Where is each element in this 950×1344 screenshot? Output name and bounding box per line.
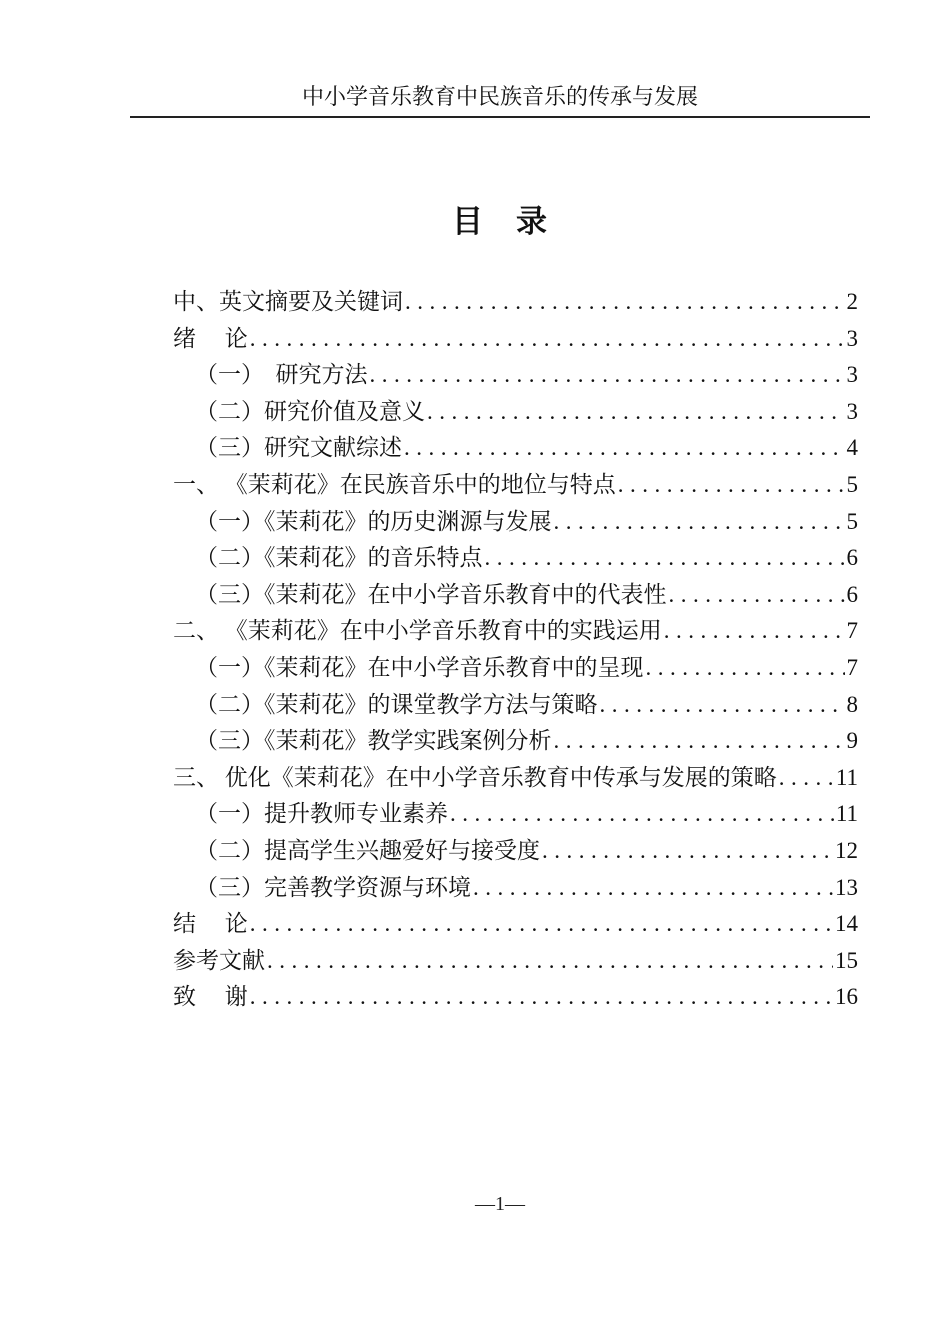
toc-entry-label: （一）《茉莉花》的历史渊源与发展 [195, 508, 552, 534]
toc-entry[interactable] [130, 906, 858, 943]
toc-dot-leader [450, 796, 834, 833]
toc-dot-leader [600, 687, 845, 724]
toc-entry-label: （一）提升教师专业素养 [195, 801, 448, 827]
toc-entry[interactable] [130, 650, 858, 687]
toc-entry-page: 11 [835, 801, 858, 827]
toc-entry-label: （二）《茉莉花》的音乐特点 [195, 545, 483, 571]
toc-entry-page: 3 [846, 398, 858, 424]
toc-entry-label: 中、英文摘要及关键词 [173, 289, 403, 314]
toc-entry-page: 12 [835, 837, 858, 863]
toc-entry[interactable] [130, 394, 858, 431]
toc-dot-leader [405, 284, 845, 321]
toc-entry-page: 6 [846, 545, 858, 571]
toc-entry-page: 5 [846, 471, 858, 497]
toc-dot-leader [404, 430, 845, 467]
toc-dot-leader [473, 870, 833, 907]
toc-entry-label: 结 论 [173, 911, 248, 937]
running-title: 中小学音乐教育中民族音乐的传承与发展 [301, 84, 698, 109]
toc-entry-label: 参考文献 [173, 947, 265, 973]
toc-entry-page: 5 [846, 508, 858, 534]
toc-entry-page: 13 [835, 874, 858, 900]
toc-entry-label: （一）《茉莉花》在中小学音乐教育中的呈现 [195, 654, 644, 680]
toc-entry-label: （一） 研究方法 [195, 362, 368, 388]
toc-dot-leader [250, 979, 833, 1016]
toc-dot-leader [664, 613, 845, 650]
toc-entry[interactable] [130, 540, 858, 577]
toc-entry-page: 2 [846, 289, 858, 314]
toc-dot-leader [370, 357, 845, 394]
toc-dot-leader [427, 394, 845, 431]
toc-entry-label: （二）提高学生兴趣爱好与接受度 [195, 837, 540, 863]
toc-entry-label: 绪 论 [173, 325, 248, 351]
toc-list [130, 284, 870, 1016]
toc-entry-label: 二、 《茉莉花》在中小学音乐教育中的实践运用 [173, 618, 662, 644]
toc-dot-leader [554, 504, 845, 541]
toc-entry[interactable] [130, 979, 858, 1016]
toc-entry-page: 3 [846, 325, 858, 351]
toc-entry-page: 4 [846, 435, 858, 461]
toc-entry[interactable] [130, 723, 858, 760]
toc-entry-page: 7 [846, 618, 858, 644]
toc-entry-page: 14 [835, 911, 858, 937]
toc-entry[interactable] [130, 321, 858, 358]
toc-dot-leader [250, 321, 845, 358]
toc-dot-leader [485, 540, 845, 577]
toc-entry-label: （三）《茉莉花》教学实践案例分析 [195, 728, 552, 754]
toc-dot-leader [669, 577, 845, 614]
toc-entry[interactable] [130, 613, 858, 650]
toc-entry-label: 三、 优化《茉莉花》在中小学音乐教育中传承与发展的策略 [173, 764, 777, 790]
toc-entry-page: 7 [846, 654, 858, 680]
toc-entry[interactable] [130, 504, 858, 541]
page-footer [130, 1190, 870, 1218]
page-header [130, 84, 870, 118]
toc-dot-leader [542, 833, 833, 870]
toc-entry-label: （三）研究文献综述 [195, 435, 402, 461]
toc-entry[interactable] [130, 687, 858, 724]
toc-dot-leader [554, 723, 845, 760]
toc-entry[interactable] [130, 760, 858, 797]
toc-entry[interactable] [130, 870, 858, 907]
toc-entry-page: 3 [846, 362, 858, 388]
toc-entry[interactable] [130, 430, 858, 467]
toc-entry[interactable] [130, 943, 858, 980]
toc-dot-leader [267, 943, 833, 980]
toc-entry[interactable] [130, 833, 858, 870]
page-number: —1— [475, 1193, 525, 1215]
toc-entry[interactable] [130, 467, 858, 504]
toc-entry-label: （三）完善教学资源与环境 [195, 874, 471, 900]
toc-title: 目 录 [452, 204, 548, 239]
toc-entry[interactable] [130, 796, 858, 833]
toc-entry-label: （二）《茉莉花》的课堂教学方法与策略 [195, 691, 598, 717]
toc-entry-label: 一、 《茉莉花》在民族音乐中的地位与特点 [173, 471, 616, 497]
toc-entry-page: 8 [846, 691, 858, 717]
toc-entry-page: 15 [835, 947, 858, 973]
toc-entry-label: （二）研究价值及意义 [195, 398, 425, 424]
toc-entry-label: （三）《茉莉花》在中小学音乐教育中的代表性 [195, 581, 667, 607]
toc-entry-page: 6 [846, 581, 858, 607]
toc-entry[interactable] [130, 284, 858, 321]
toc-dot-leader [646, 650, 845, 687]
toc-dot-leader [618, 467, 845, 504]
toc-dot-leader [250, 906, 833, 943]
toc-entry-page: 16 [835, 984, 858, 1010]
toc-entry-page: 9 [846, 728, 858, 754]
toc-entry-label: 致 谢 [173, 984, 248, 1010]
toc-dot-leader [779, 760, 834, 797]
toc-entry[interactable] [130, 577, 858, 614]
toc-entry-page: 11 [835, 764, 858, 790]
toc-entry[interactable] [130, 357, 858, 394]
